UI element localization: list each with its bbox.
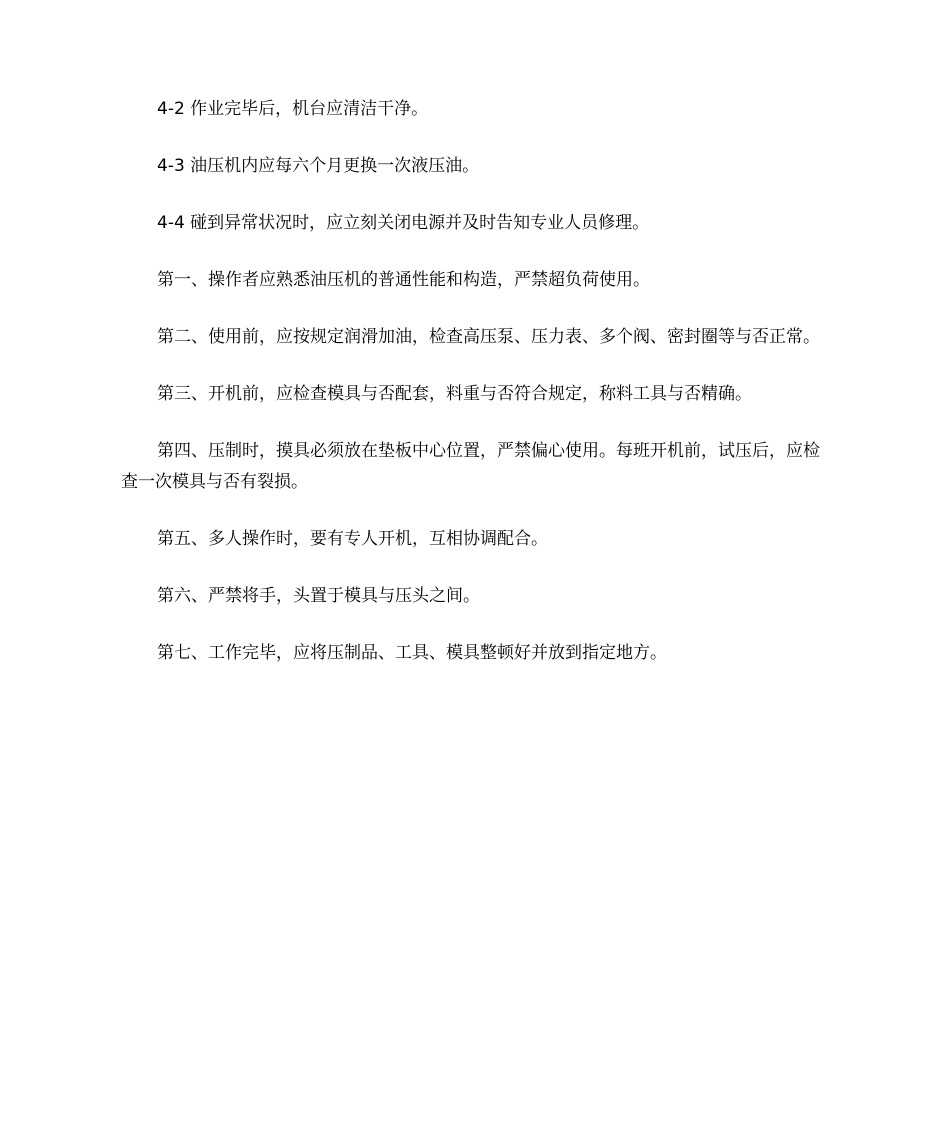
paragraph-4-2: 4-2 作业完毕后，机台应清洁干净。 [157, 99, 429, 119]
paragraph-rule-5: 第五、多人操作时，要有专人开机，互相协调配合。 [157, 529, 548, 549]
paragraph-rule-1: 第一、操作者应熟悉油压机的普通性能和构造，严禁超负荷使用。 [157, 270, 650, 290]
paragraph-rule-7: 第七、工作完毕，应将压制品、工具、模具整顿好并放到指定地方。 [157, 643, 667, 663]
paragraph-rule-3: 第三、开机前，应检查模具与否配套，料重与否符合规定，称料工具与否精确。 [157, 384, 752, 404]
paragraph-4-4: 4-4 碰到异常状况时，应立刻关闭电源并及时告知专业人员修理。 [157, 213, 650, 233]
paragraph-rule-6: 第六、严禁将手，头置于模具与压头之间。 [157, 586, 480, 606]
document-body [121, 94, 833, 695]
paragraph-4-3: 4-3 油压机内应每六个月更换一次液压油。 [157, 156, 480, 176]
paragraph-rule-2: 第二、使用前，应按规定润滑加油，检查高压泵、压力表、多个阀、密封圈等与否正常。 [157, 327, 820, 347]
paragraph-rule-4: 第四、压制时，摸具必须放在垫板中心位置，严禁偏心使用。每班开机前，试压后，应检查一次模具与否有裂损。 [121, 441, 820, 492]
